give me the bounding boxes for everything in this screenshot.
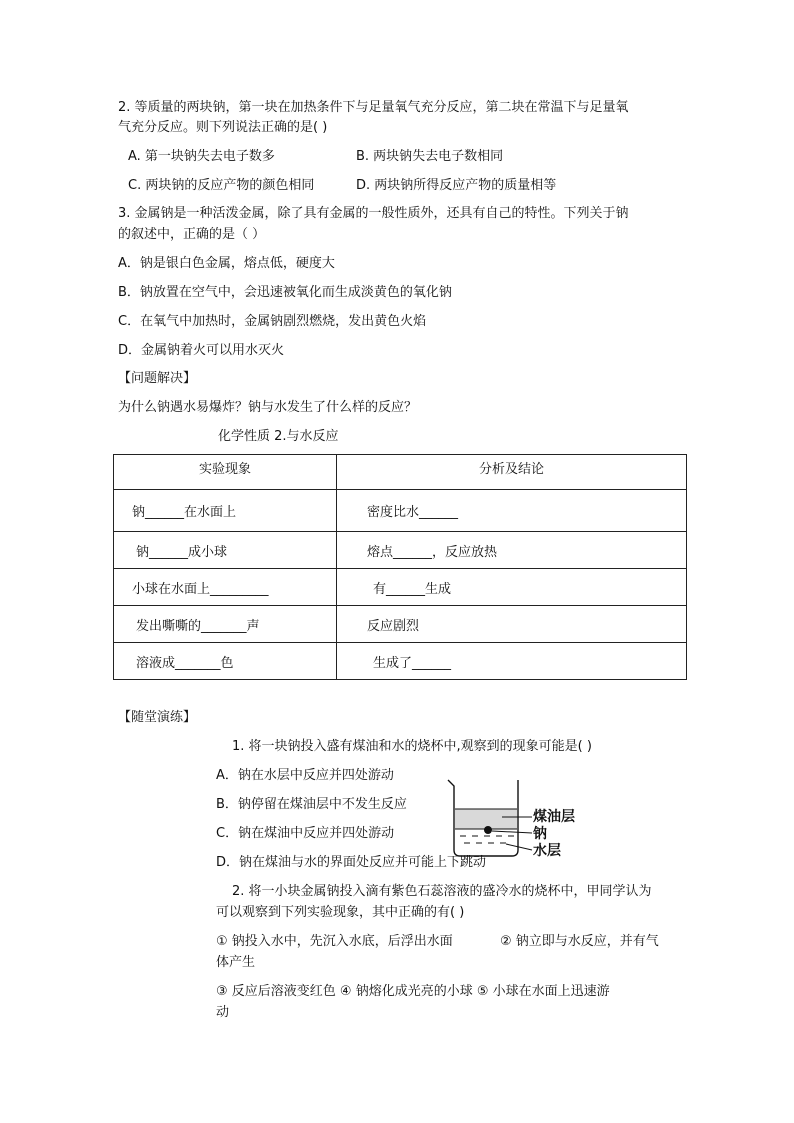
q2-option-b: B. 两块钠失去电子数相同 [356, 149, 504, 164]
q3-option-c: C．在氧气中加热时，金属钠剧烈燃烧，发出黄色火焰 [118, 314, 427, 329]
q2-stem-line1: 2. 等质量的两块钠，第一块在加热条件下与足量氧气充分反应，第二块在常温下与足量氧 [118, 100, 629, 115]
table-header-analysis: 分析及结论 [337, 455, 687, 490]
practice-q2-line4: 体产生 [216, 955, 256, 970]
experiment-table [113, 454, 687, 680]
sodium-ball [484, 826, 492, 834]
leader-sodium [492, 831, 532, 833]
problem-question: 为什么钠遇水易爆炸？钠与水发生了什么样的反应？ [118, 400, 418, 415]
practice-q2-line1: 2. 将一小块金属钠投入滴有紫色石蕊溶液的盛冷水的烧杯中，甲同学认为 [232, 884, 652, 899]
table-cell: 钠______成小球 [114, 532, 337, 569]
q3-stem-line1: 3. 金属钠是一种活泼金属，除了具有金属的一般性质外，还具有自己的特性。下列关于钠 [118, 206, 629, 221]
q2-option-a: A. 第一块钠失去电子数多 [128, 149, 275, 164]
table-cell: 密度比水______ [337, 490, 687, 532]
practice-q2-line2: 可以观察到下列实验现象，其中正确的有( ) [216, 905, 465, 920]
q3-option-d: D．金属钠着火可以用水灭火 [118, 343, 285, 358]
problem-heading: 【问题解决】 [118, 371, 197, 386]
table-cell: 发出嘶嘶的_______声 [114, 606, 337, 643]
table-cell: 熔点______，反应放热 [337, 532, 687, 569]
table-cell: 溶液成_______色 [114, 643, 337, 680]
beaker-label-sodium: 钠 [533, 826, 547, 842]
table-row [114, 490, 687, 532]
practice-q1-option-d: D．钠在煤油与水的界面处反应并可能上下跳动 [216, 855, 487, 870]
practice-q1-option-c: C．钠在煤油中反应并四处游动 [216, 826, 395, 841]
practice-q2-line3b: ② 钠立即与水反应，并有气 [500, 934, 659, 949]
practice-q2-line6: 动 [216, 1005, 230, 1020]
leader-water [506, 844, 532, 850]
practice-q2-line5: ③ 反应后溶液变红色 ④ 钠熔化成光亮的小球 ⑤ 小球在水面上迅速游 [216, 984, 610, 999]
beaker-label-water: 水层 [533, 843, 561, 859]
q3-stem-line2: 的叙述中，正确的是（ ） [118, 227, 266, 242]
practice-q1-option-b: B．钠停留在煤油层中不发生反应 [216, 797, 407, 812]
beaker-label-kerosene: 煤油层 [533, 809, 575, 825]
table-header-phenomenon: 实验现象 [114, 455, 337, 490]
q2-option-c: C. 两块钠的反应产物的颜色相同 [128, 178, 315, 193]
table-title: 化学性质 2.与水反应 [218, 429, 339, 444]
table-row [114, 606, 687, 643]
table-cell: 小球在水面上_________ [114, 569, 337, 606]
kerosene-layer [455, 809, 517, 829]
q2-stem-line2: 气充分反应。则下列说法正确的是( ) [118, 120, 328, 135]
practice-heading: 【随堂演练】 [118, 710, 197, 725]
table-row [114, 532, 687, 569]
q3-option-b: B．钠放置在空气中，会迅速被氧化而生成淡黄色的氧化钠 [118, 285, 452, 300]
table-cell: 生成了______ [337, 643, 687, 680]
practice-q2-line3a: ① 钠投入水中，先沉入水底，后浮出水面 [216, 934, 453, 949]
practice-q1-option-a: A．钠在水层中反应并四处游动 [216, 768, 394, 783]
table-row [114, 569, 687, 606]
q3-option-a: A．钠是银白色金属，熔点低，硬度大 [118, 256, 335, 271]
practice-q1-stem: 1. 将一块钠投入盛有煤油和水的烧杯中,观察到的现象可能是( ) [232, 739, 592, 754]
table-cell: 有______生成 [337, 569, 687, 606]
q2-option-d: D. 两块钠所得反应产物的质量相等 [356, 178, 557, 193]
table-header-row [114, 455, 687, 490]
table-cell: 反应剧烈 [337, 606, 687, 643]
table-cell: 钠______在水面上 [114, 490, 337, 532]
water-layer [460, 836, 514, 843]
table-row [114, 643, 687, 680]
